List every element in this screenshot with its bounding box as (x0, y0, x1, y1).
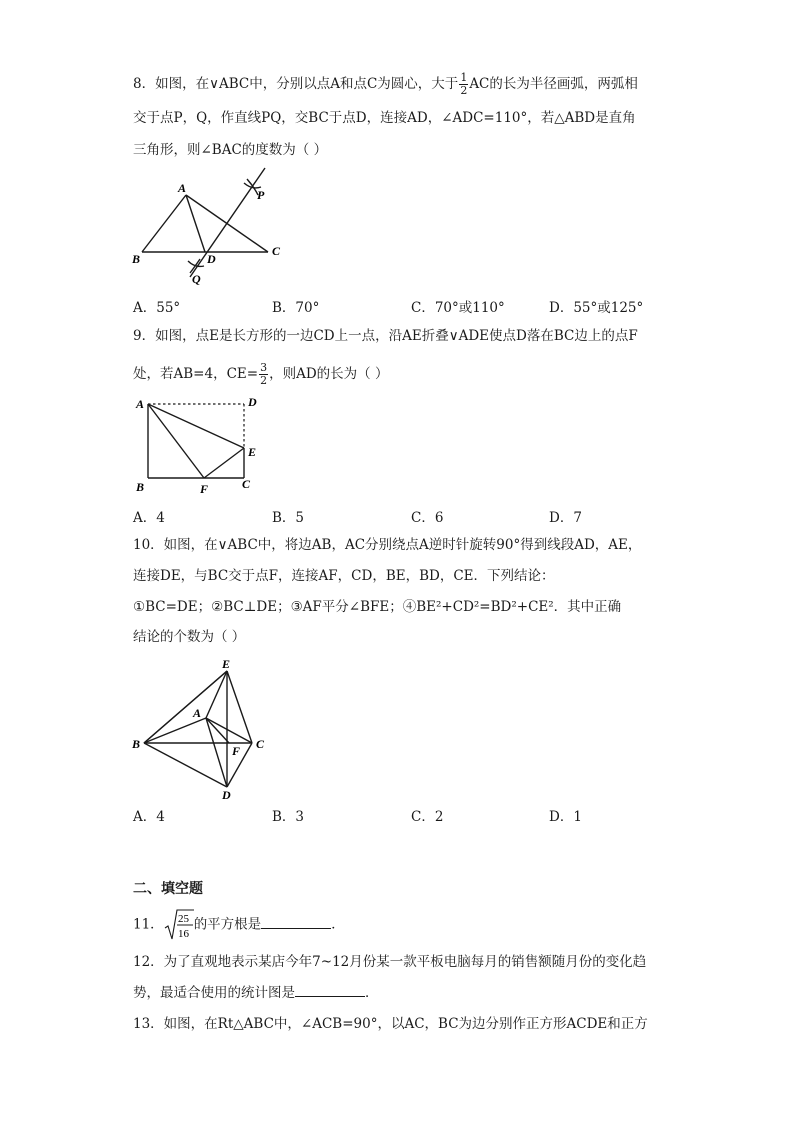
q12-line2: 势，最适合使用的统计图是 ． (133, 982, 379, 1003)
q9-figure (132, 394, 272, 499)
q9-line2: 处，若AB=4，CE= $\frac{3}{2}$ ，则AD的长为（ ） (133, 361, 389, 387)
q8-label-C: C (272, 244, 281, 258)
q8-figure (130, 165, 290, 290)
q10-label-D: D (222, 788, 231, 802)
q10-option-c[interactable]: C．2 (411, 809, 444, 825)
q9-option-b[interactable]: B．5 (272, 510, 305, 526)
q10-label-A: A (193, 706, 202, 720)
q8-label-A: A (178, 181, 187, 195)
q9-option-c[interactable]: C．6 (411, 510, 444, 526)
q10-label-E: E (222, 657, 231, 671)
q10-label-C: C (256, 737, 265, 751)
q9-line1: 9．如图，点E是长方形的一边CD上一点，沿AE折叠∨ADE使点D落在BC边上的点F (133, 328, 638, 344)
q9-option-a[interactable]: A．4 (133, 510, 165, 526)
q8-label-D: D (207, 252, 216, 266)
q11-line: 11． 25 16 的平方根是 ． (133, 908, 345, 942)
q10-option-b[interactable]: B．3 (272, 809, 305, 825)
q8-line1: 8．如图，在∨ABC中，分别以点A和点C为圆心，大于 $\frac{1}{2}$ AC的长为半径画弧，两弧相 (133, 71, 638, 97)
q8-option-d[interactable]: D．55°或125° (549, 300, 644, 316)
q10-line4: 结论的个数为（ ） (133, 629, 246, 645)
q12-line1: 12．为了直观地表示某店今年7~12月份某一款平板电脑每月的销售额随月份的变化趋 (133, 954, 647, 970)
svg-text:16: 16 (177, 928, 189, 940)
q9-label-E: E (248, 445, 257, 459)
q13-line1: 13．如图，在Rt△ABC中，∠ACB=90°，以AC，BC为边分别作正方形ACDE和正方 (133, 1016, 648, 1032)
q10-option-d[interactable]: D．1 (549, 809, 582, 825)
q8-option-a[interactable]: A．55° (133, 300, 181, 316)
q10-option-a[interactable]: A．4 (133, 809, 165, 825)
q8-label-B: B (132, 252, 141, 266)
q10-label-B: B (132, 737, 141, 751)
q9-label-A: A (136, 397, 145, 411)
q9-label-C: C (242, 477, 251, 491)
q12-answer-blank[interactable] (295, 982, 365, 997)
q10-line2: 连接DE，与BC交于点F，连接AF，CD，BE，BD，CE．下列结论： (133, 568, 555, 584)
q11-answer-blank[interactable] (261, 914, 331, 929)
q9-label-B: B (136, 480, 145, 494)
q10-figure (130, 655, 270, 800)
q10-line3: ①BC=DE；②BC⊥DE；③AF平分∠BFE；④BE²+CD²=BD²+CE²．其中正确 (133, 599, 622, 615)
q8-line2: 交于点P，Q，作直线PQ，交BC于点D，连接AD，∠ADC=110°，若△ABD是直角 (133, 110, 636, 126)
q8-label-Q: Q (192, 272, 201, 286)
q9-option-d[interactable]: D．7 (549, 510, 582, 526)
q8-line3: 三角形，则∠BAC的度数为（ ） (133, 142, 328, 158)
svg-text:25: 25 (177, 913, 189, 925)
q9-label-D: D (248, 395, 257, 409)
q8-label-P: P (257, 188, 265, 202)
section-title: 二、填空题 (133, 881, 203, 897)
sqrt-symbol (164, 908, 194, 942)
q8-fraction: $\frac{1}{2}$ (460, 71, 468, 97)
q8-option-b[interactable]: B．70° (272, 300, 320, 316)
q10-label-F: F (232, 744, 241, 758)
q10-line1: 10．如图，在∨ABC中，将边AB，AC分别绕点A逆时针旋转90°得到线段AD，AE， (133, 537, 642, 553)
q9-fraction: $\frac{3}{2}$ (260, 361, 268, 387)
q9-label-F: F (200, 482, 209, 496)
q8-option-c[interactable]: C．70°或110° (411, 300, 505, 316)
